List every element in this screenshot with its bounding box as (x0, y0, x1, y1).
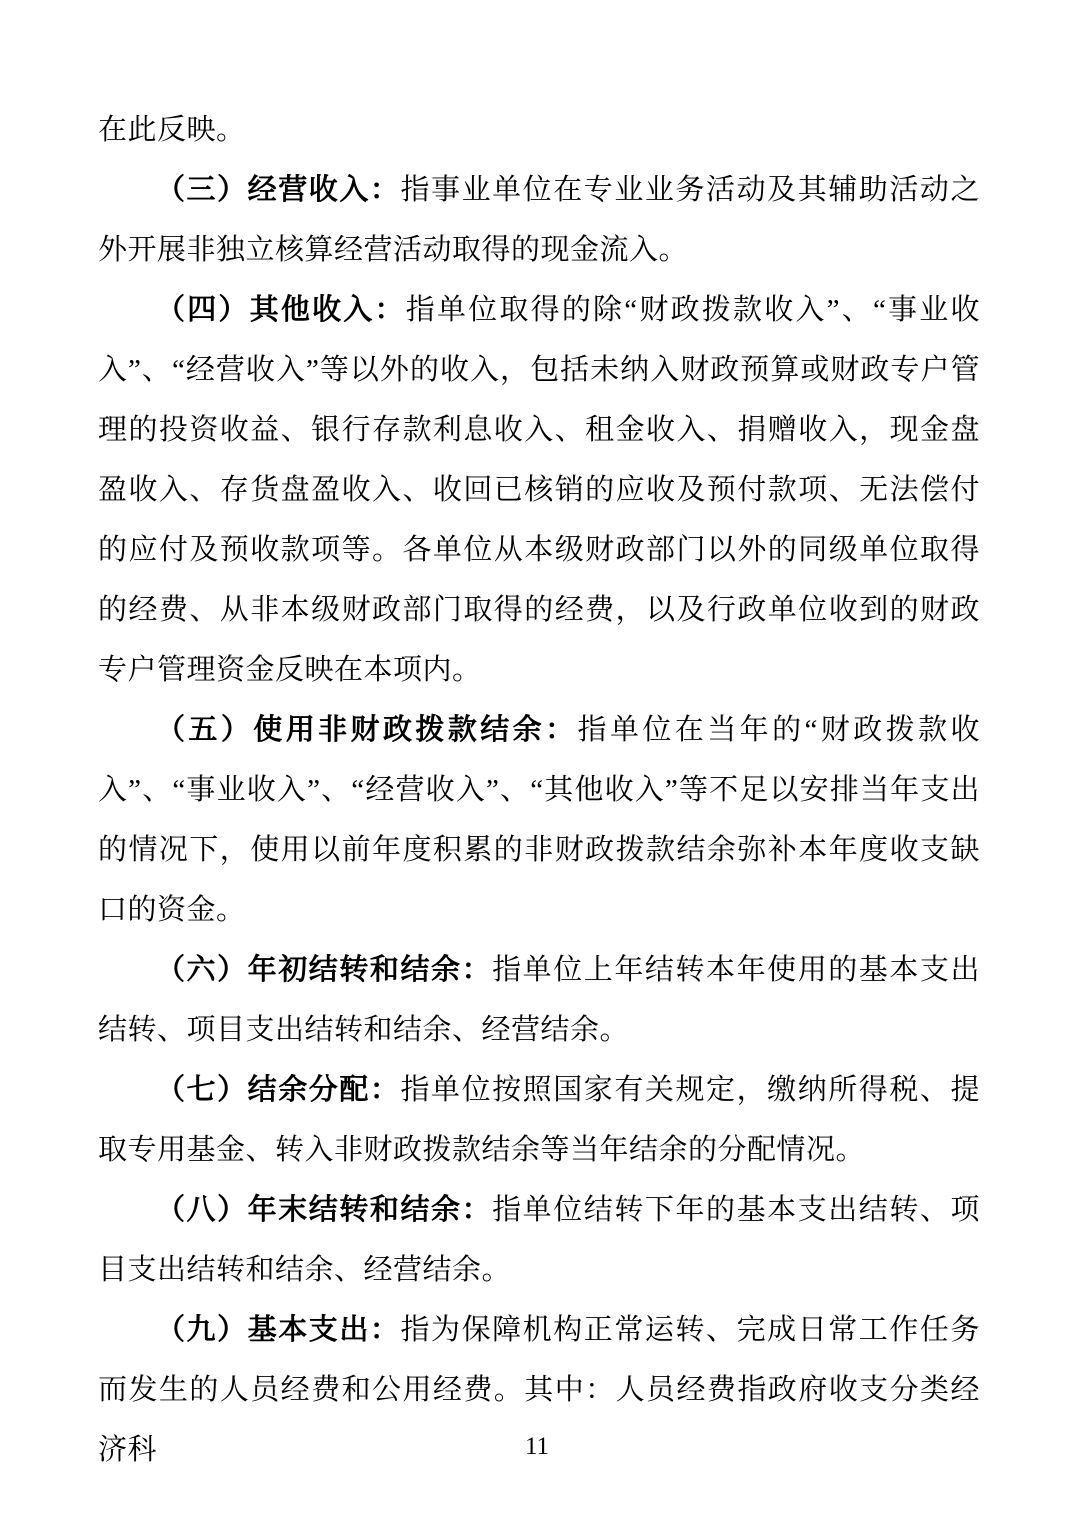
paragraph-heading: （五）使用非财政拨款结余： (156, 714, 578, 746)
paragraph-text: 指事业单位在专业业务活动及其辅助活动之外开展非独立核算经营活动取得的现金流入。 (98, 174, 980, 266)
paragraph-text: 指单位上年结转本年使用的基本支出结转、项目支出结转和结余、经营结余。 (98, 954, 980, 1046)
paragraph-heading: （七）结余分配： (156, 1074, 401, 1106)
document-body (98, 100, 980, 1480)
paragraph-item-5 (98, 700, 980, 940)
paragraph-text: 指单位按照国家有关规定，缴纳所得税、提取专用基金、转入非财政拨款结余等当年结余的分配情况。 (98, 1074, 980, 1166)
paragraph-text: 指单位在当年的“财政拨款收入”、“事业收入”、“经营收入”、“其他收入”等不足以安排当年支出的情况下，使用以前年度积累的非财政拨款结余弥补本年度收支缺口的资金。 (98, 714, 980, 926)
paragraph-heading: （四）其他收入： (156, 294, 406, 326)
paragraph-continuation (98, 100, 980, 160)
paragraph-heading: （三）经营收入： (156, 174, 401, 206)
paragraph-text: 在此反映。 (98, 114, 246, 146)
paragraph-text: 指单位结转下年的基本支出结转、项目支出结转和结余、经营结余。 (98, 1194, 980, 1286)
paragraph-item-4 (98, 280, 980, 700)
paragraph-text: 指为保障机构正常运转、完成日常工作任务而发生的人员经费和公用经费。其中：人员经费指政府收支分类经济科 (98, 1314, 980, 1466)
paragraph-heading: （九）基本支出： (156, 1314, 401, 1346)
page-number: 11 (524, 1433, 550, 1460)
paragraph-item-6 (98, 940, 980, 1060)
paragraph-item-8 (98, 1180, 980, 1300)
paragraph-item-7 (98, 1060, 980, 1180)
paragraph-heading: （八）年末结转和结余： (156, 1194, 493, 1226)
paragraph-text: 指单位取得的除“财政拨款收入”、“事业收入”、“经营收入”等以外的收入，包括未纳入财政预算或财政专户管理的投资收益、银行存款利息收入、租金收入、捐赠收入，现金盘盈收入、存货盘盈收入、收回已核销的应收及预付款项、无法偿付的应付及预收款项等。各单位从本级财政部门以外的同级单位取得的经费、从非本级财政部门取得的经费，以及行政单位收到的财政专户管理资金反映在本项内。 (98, 294, 980, 686)
paragraph-item-3 (98, 160, 980, 280)
paragraph-heading: （六）年初结转和结余： (156, 954, 493, 986)
